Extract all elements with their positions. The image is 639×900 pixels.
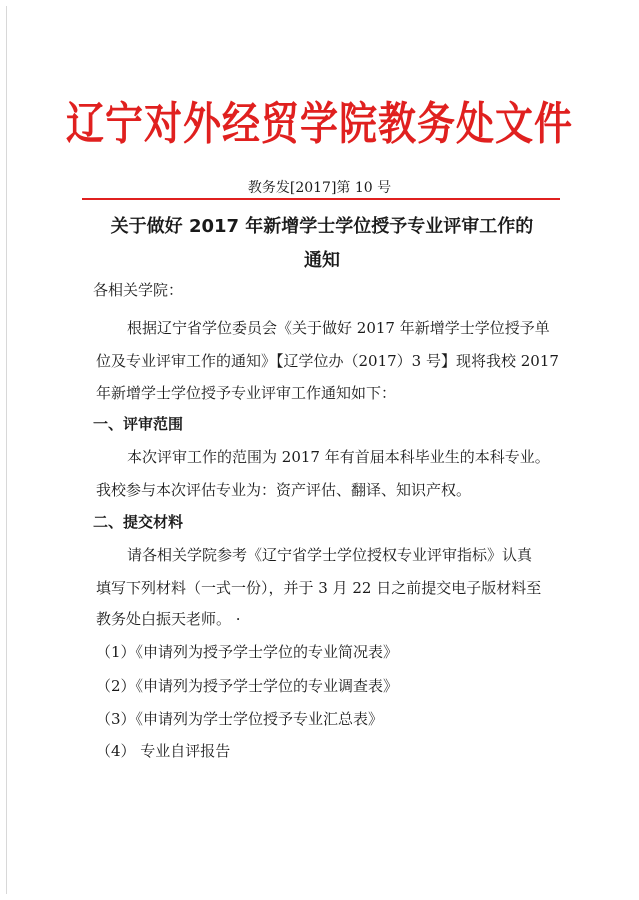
salutation: 各相关学院： xyxy=(93,281,184,299)
section-line: 填写下列材料（一式一份），并于 3 月 22 日之前提交电子版材料至 xyxy=(96,579,542,597)
list-item: （4） 专业自评报告 xyxy=(96,742,231,760)
notice-title xyxy=(92,210,552,278)
list-item: （2）《申请列为授予学士学位的专业调查表》 xyxy=(96,677,399,695)
section-line: 教务处白振天老师。 · xyxy=(96,610,241,628)
list-item: （1）《申请列为授予学士学位的专业简况表》 xyxy=(96,643,399,661)
section-line: 请各相关学院参考《辽宁省学士学位授权专业评审指标》认真 xyxy=(127,546,533,564)
document-number: 教务发[2017]第 10 号 xyxy=(247,180,392,196)
red-divider xyxy=(82,198,560,200)
intro-line: 年新增学士学位授予专业评审工作通知如下： xyxy=(96,384,397,402)
notice-title-line-2: 通知 xyxy=(304,250,340,271)
section-heading: 二、提交材料 xyxy=(93,513,184,531)
intro-line: 根据辽宁省学位委员会《关于做好 2017 年新增学士学位授予单 xyxy=(127,319,550,337)
list-item: （3）《申请列为学士学位授予专业汇总表》 xyxy=(96,710,384,728)
section-line: 我校参与本次评估专业为：资产评估、翻译、知识产权。 xyxy=(96,481,472,499)
notice-title-line-1: 关于做好 2017 年新增学士学位授予专业评审工作的 xyxy=(110,216,534,237)
header-title: 辽宁对外经贸学院教务处文件 xyxy=(65,96,573,150)
section-heading: 一、评审范围 xyxy=(93,415,184,433)
section-line: 本次评审工作的范围为 2017 年有首届本科毕业生的本科专业。 xyxy=(127,448,550,466)
intro-line: 位及专业评审工作的通知》【辽学位办（2017）3 号】现将我校 2017 xyxy=(96,352,559,370)
